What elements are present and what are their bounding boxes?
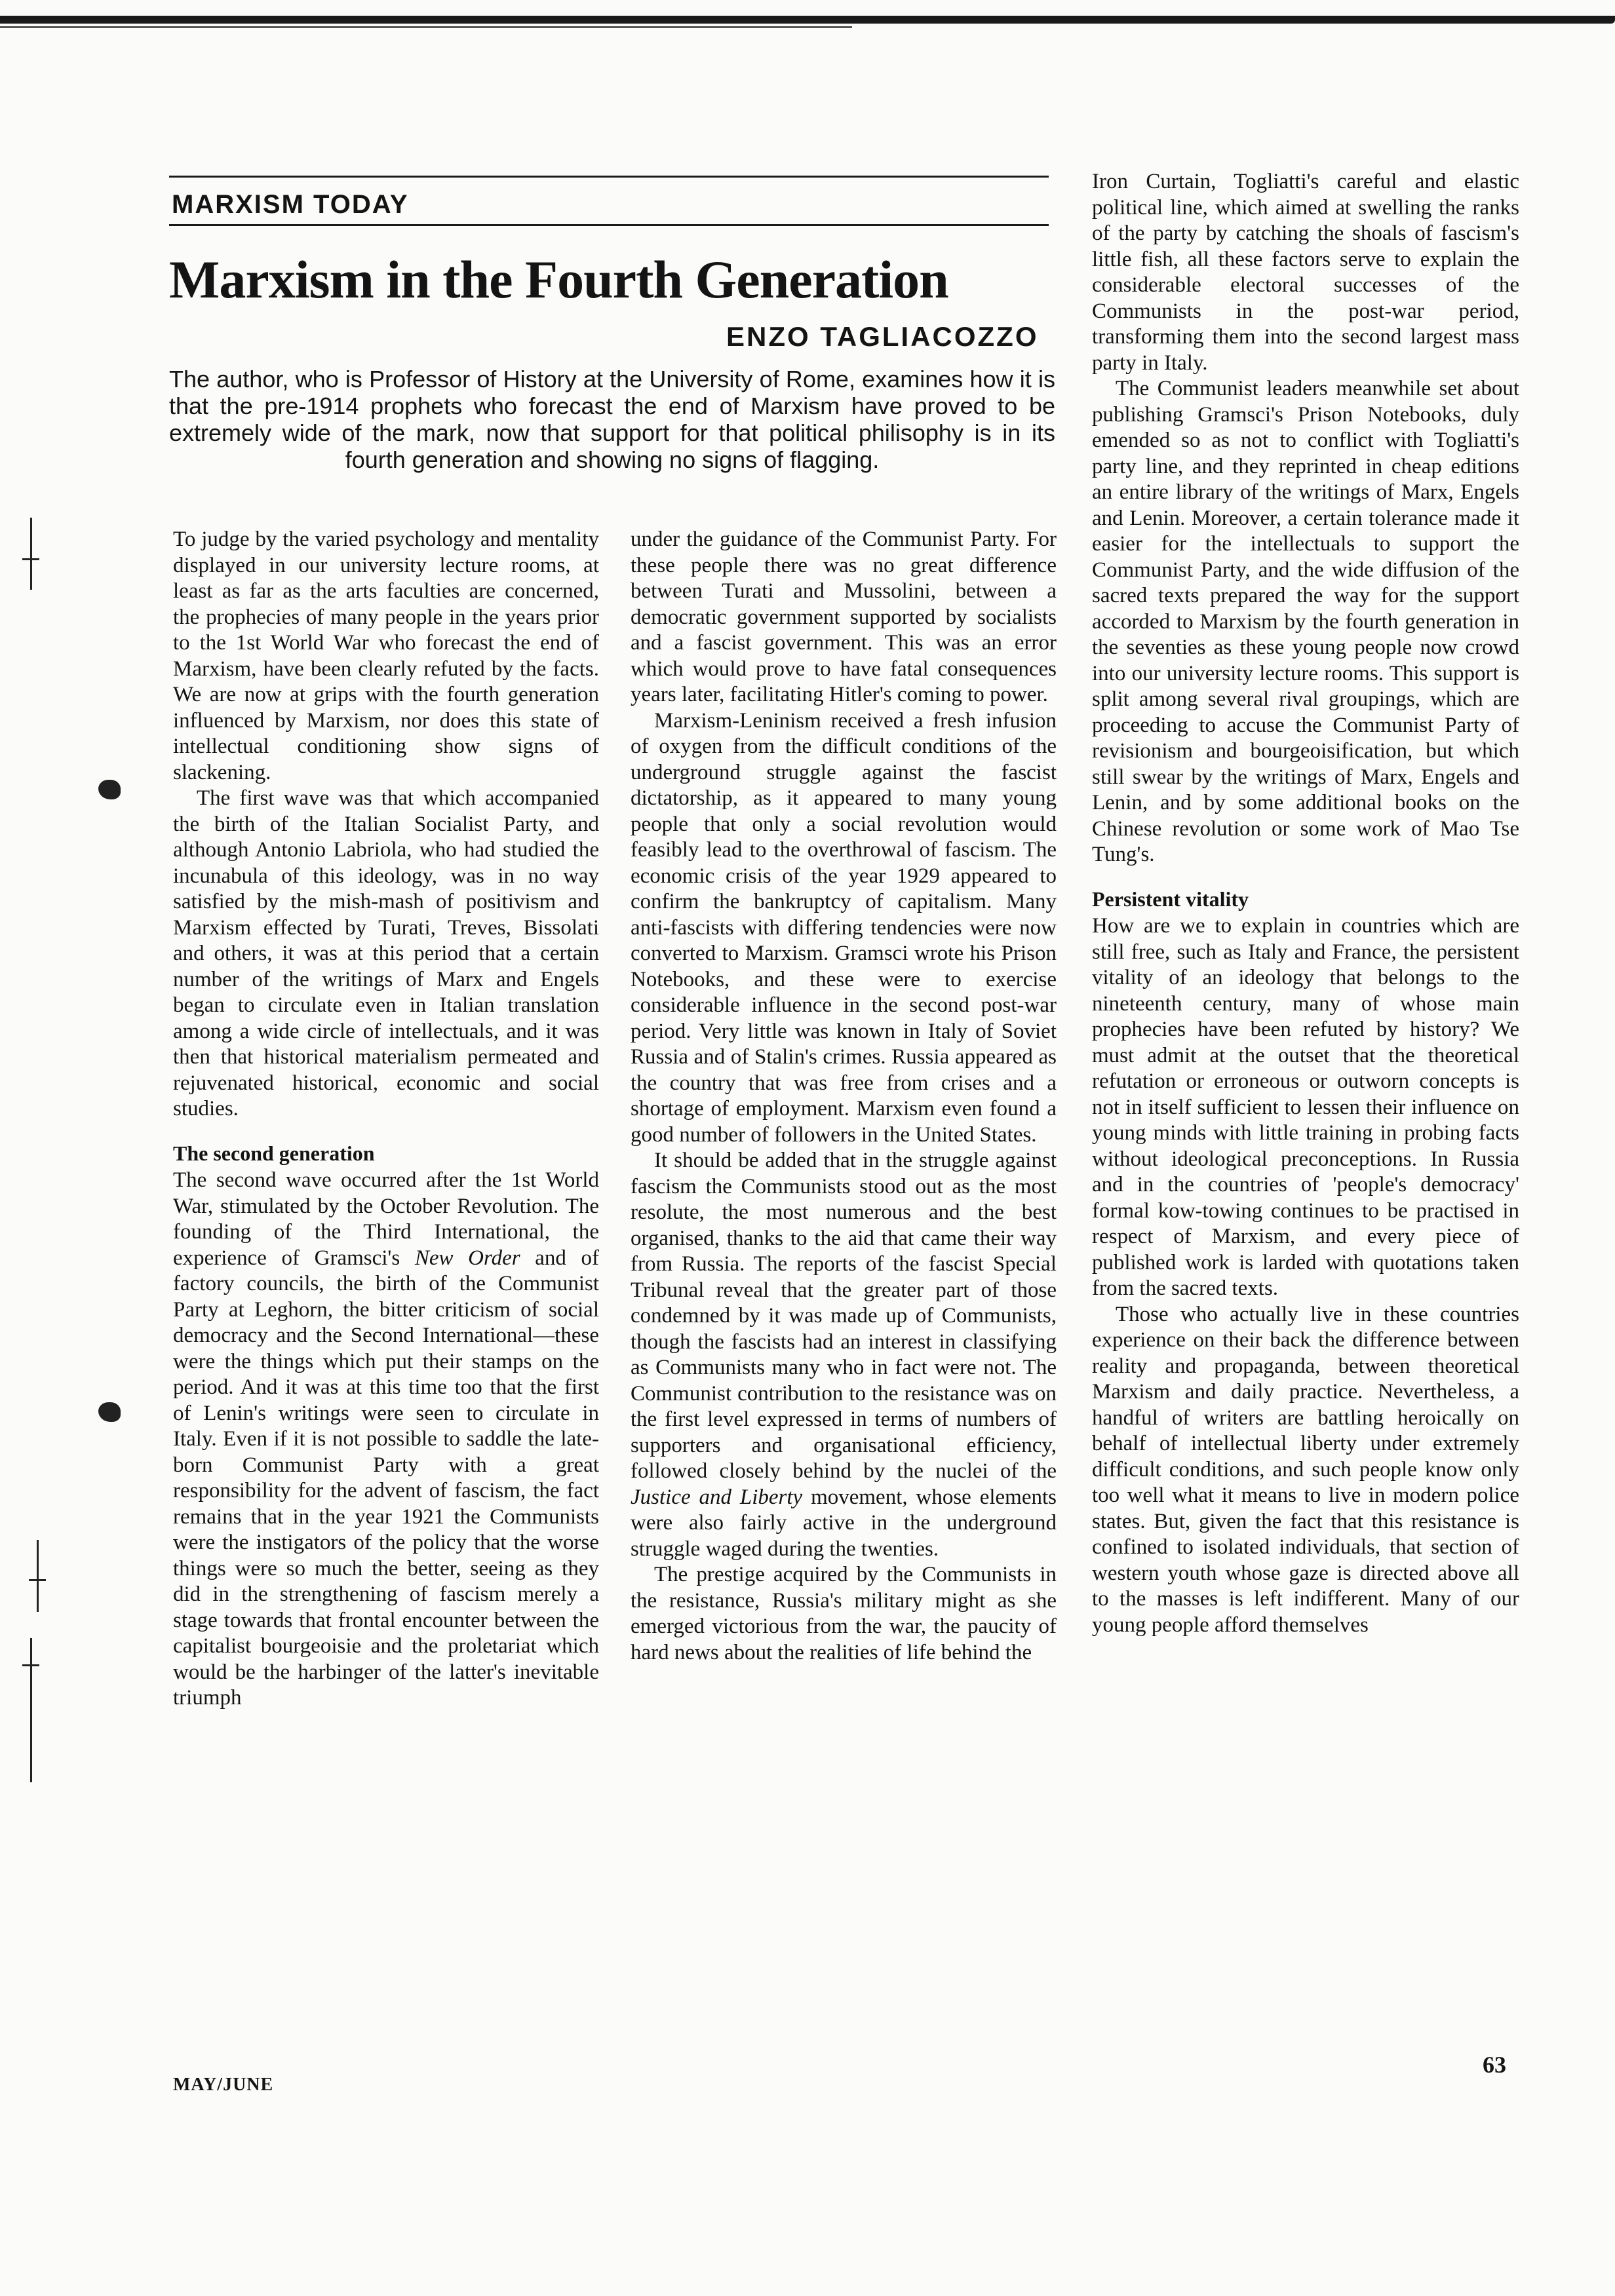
margin-mark — [30, 518, 32, 590]
paragraph: It should be added that in the struggle against fascism the Communists stood out as the most resolute, the most numerous and the best organised, thanks to the aid that came their way from Russia. The reports of the fascist Special Tribunal reveal that the greater part of those condemned by it was made up of Communists, though the fascists had an interest in classifying as Communists many who in fact were not. The Communist contribution to the resistance was on the first level expressed in terms of numbers of supporters and organisational efficiency, followed closely behind by the nuclei of the Justice and Liberty movement, whose elements were also fairly active in the underground struggle waged during the twenties. — [631, 1149, 1057, 1561]
margin-mark — [30, 1638, 32, 1782]
subheading-second-generation: The second generation — [173, 1141, 375, 1165]
margin-mark — [22, 1664, 39, 1666]
margin-mark — [22, 558, 39, 560]
paragraph: under the guidance of the Communist Party. For these people there was no great difference between Turati and Mussolini, between a democratic government supported by socialists and a fascist government. This was an error which would prove to have fatal consequences years later, facilitating Hitler's coming to power. — [631, 527, 1057, 706]
paragraph: The second wave occurred after the 1st World War, stimulated by the October Revolution. The founding of the Third International, the experience of Gramsci's New Order and of factory councils, the birth of the Communist Party at Leghorn, the bitter criticism of social democracy and the Second International—these were the things which put their stamps on the period. And it was at this time too that the first of Lenin's writings were seen to circulate in Italy. Even if it is not possible to saddle the late-born Communist Party with a great responsibility for the advent of fascism, the fact remains that in the year 1921 the Communists were the instigators of the policy that the worse things were so much the better, seeing as they did in the strengthening of fascism merely a stage towards that frontal encounter between the capitalist bourgeoisie and the proletariat which would be the harbinger of the latter's inevitable triumph — [173, 1168, 600, 1710]
top-rule — [169, 176, 1049, 178]
paragraph: The Communist leaders meanwhile set about publishing Gramsci's Prison Notebooks, duly emended so as not to conflict with Togliatti's party line, and they reprinted in cheap editions an entire library of the writings of Marx, Engels and Lenin. Moreover, a certain tolerance made it easier for the intellectuals to support the Communist Party, and the wide diffusion of the sacred texts prepared the way for the support accorded to Marxism by the fourth generation in the seventies as these young people now crowd into our university lecture rooms. This support is split among several rival groupings, which are proceeding to accuse the Communist Party of revisionism and bourgeoisification, but which still swear by the writings of Marx, Engels and Lenin, and by some additional books on the Chinese revolution or some work of Mao Tse Tung's. — [1092, 377, 1519, 866]
scan-edge-line-thin — [0, 26, 852, 28]
margin-mark — [29, 1579, 46, 1581]
paragraph: How are we to explain in countries which are still free, such as Italy and France, the persistent vitality of an ideology that belongs to the nineteenth century, many of whose main prophecies have been refuted by history? We must admit at the outset that the theoretical refutation or erroneous or outworn concepts is not in itself sufficient to lessen their influence on young minds with little training in probing facts without ideological preconceptions. In Russia and in the countries of 'people's democracy' formal kow-towing continues to be practised in respect of Marxism, and every piece of published work is larded with quotations taken from the sacred texts. — [1092, 914, 1519, 1300]
paragraph: Marxism-Leninism received a fresh infusion of oxygen from the difficult conditions of the underground struggle against the fascist dictatorship, as it appeared to many young people that only a social revolution would feasibly lead to the overthrowal of fascism. The economic crisis of the year 1929 appeared to confirm the bankruptcy of capitalism. Many anti-fascists with differing tendencies were now converted to Marxism. Gramsci wrote his Prison Notebooks, and these were to exercise considerable influence in the second post-war period. Very little was known in Italy of Soviet Russia and of Stalin's crimes. Russia appeared as the country that was free from crises and a shortage of employment. Marxism even found a good number of followers in the United States. — [631, 708, 1057, 1147]
article-standfirst: The author, who is Professor of History at the University of Rome, examines how it is that the pre-1914 prophets who forecast the end of Marxism have proved to be extremely wide of the mark, now that support for that political philisophy is in its fourth generation and showing no signs of flagging. — [169, 366, 1055, 473]
margin-blot — [98, 780, 121, 799]
text-column-1 — [173, 527, 599, 1712]
article-headline: Marxism in the Fourth Generation — [169, 250, 948, 309]
section-label: MARXISM TODAY — [172, 190, 409, 219]
text-column-2 — [631, 527, 1057, 1666]
page-number: 63 — [1483, 2052, 1506, 2078]
section-rule — [169, 224, 1049, 226]
paragraph: Iron Curtain, Togliatti's careful and elastic political line, which aimed at swelling the ranks of the party by catching the shoals of fascism's little fish, all these factors serve to explain the considerable electoral successes of the Communists in the post-war period, transforming them into the second largest mass party in Italy. — [1092, 170, 1519, 375]
paragraph: The first wave was that which accompanied the birth of the Italian Socialist Party, and although Antonio Labriola, who had studied the incunabula of this ideology, was in no way satisfied by the mish-mash of positivism and Marxism effected by Turati, Treves, Bissolati and others, it was at this period that a certain number of the writings of Marx and Engels began to circulate even in Italian translation among a wide circle of intellectuals, and it was then that historical materialism permeated and rejuvenated historical, economic and social studies. — [173, 786, 599, 1120]
scan-edge-line — [0, 16, 1615, 24]
paragraph: The prestige acquired by the Communists in the resistance, Russia's military might as she emerged victorious from the war, the paucity of hard news about the realities of life behind the — [631, 1563, 1057, 1664]
margin-mark — [37, 1540, 39, 1612]
paragraph: To judge by the varied psychology and mentality displayed in our university lecture rooms, at least as far as the arts faculties are concerned, the prophecies of many people in the years prior to the 1st World War who forecast the end of Marxism, have been clearly refuted by the facts. We are now at grips with the fourth generation influenced by Marxism, nor does this state of intellectual conditioning show signs of slackening. — [173, 527, 599, 784]
author-byline: ENZO TAGLIACOZZO — [726, 321, 1039, 352]
issue-label: MAY/JUNE — [173, 2075, 274, 2095]
margin-blot — [98, 1402, 121, 1422]
text-column-3 — [1092, 169, 1519, 1638]
paragraph: Those who actually live in these countries experience on their back the difference between reality and propaganda, between theoretical Marxism and daily practice. Nevertheless, a handful of writers are battling heroically on behalf of intellectual liberty under extremely difficult conditions, and such people know only too well what it means to live in modern police states. But, given the fact that this resistance is confined to isolated individuals, that section of western youth whose gaze is directed above all to the masses is left indifferent. Many of our young people afford themselves — [1092, 1302, 1519, 1637]
subheading-persistent-vitality: Persistent vitality — [1092, 887, 1249, 911]
